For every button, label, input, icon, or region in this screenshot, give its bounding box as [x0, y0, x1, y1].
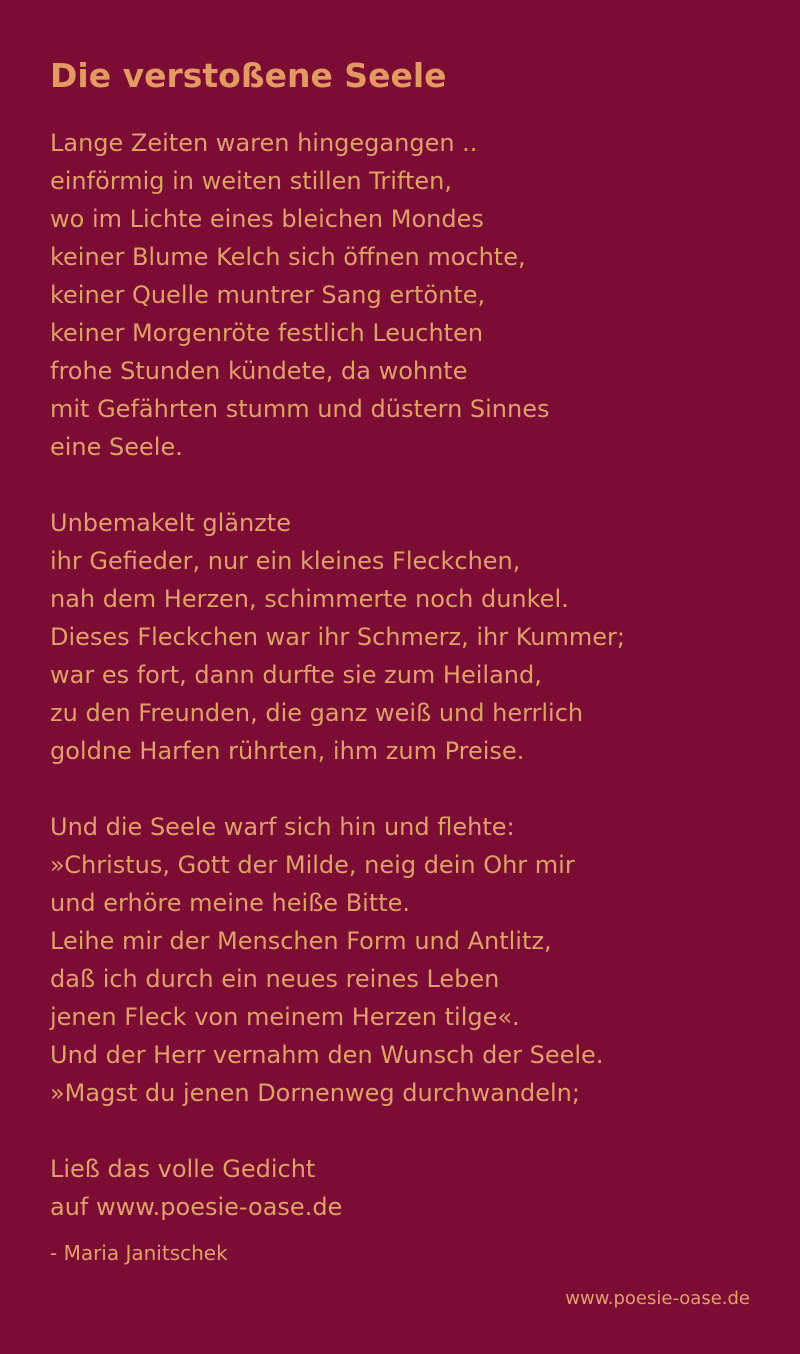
poem-line: jenen Fleck von meinem Herzen tilge«.	[50, 1003, 520, 1031]
poem-line: einförmig in weiten stillen Triften,	[50, 167, 452, 195]
poem-line: Lange Zeiten waren hingegangen ..	[50, 129, 478, 157]
stanza	[50, 808, 750, 1112]
poem-line: nah dem Herzen, schimmerte noch dunkel.	[50, 585, 569, 613]
poem-line: keiner Blume Kelch sich öffnen mochte,	[50, 243, 526, 271]
poem-line: »Magst du jenen Dornenweg durchwandeln;	[50, 1079, 580, 1107]
poem-line: Und die Seele warf sich hin und flehte:	[50, 813, 515, 841]
stanza	[50, 504, 750, 770]
poem-line: Unbemakelt glänzte	[50, 509, 291, 537]
poem-line: frohe Stunden kündete, da wohnte	[50, 357, 468, 385]
stanza	[50, 124, 750, 466]
poem-line: goldne Harfen rührten, ihm zum Preise.	[50, 737, 525, 765]
footer-website-link[interactable]: www.poesie-oase.de	[565, 1288, 750, 1309]
poem-line: ihr Gefieder, nur ein kleines Fleckchen,	[50, 547, 521, 575]
read-more-line: Ließ das volle Gedicht	[50, 1155, 316, 1183]
poem-line: wo im Lichte eines bleichen Mondes	[50, 205, 484, 233]
poem-line: Leihe mir der Menschen Form und Antlitz,	[50, 927, 552, 955]
stanza	[50, 1150, 750, 1226]
poem-line: keiner Morgenröte festlich Leuchten	[50, 319, 484, 347]
poem-line: daß ich durch ein neues reines Leben	[50, 965, 500, 993]
poem-title: Die verstoßene Seele	[50, 56, 447, 95]
read-more-url-line: auf www.poesie-oase.de	[50, 1193, 343, 1221]
poem-line: »Christus, Gott der Milde, neig dein Ohr mir	[50, 851, 575, 879]
poem-line: Dieses Fleckchen war ihr Schmerz, ihr Kummer;	[50, 623, 625, 651]
poem-line: eine Seele.	[50, 433, 183, 461]
poem-line: und erhöre meine heiße Bitte.	[50, 889, 411, 917]
poem-line: Und der Herr vernahm den Wunsch der Seele.	[50, 1041, 604, 1069]
poem-author: - Maria Janitschek	[50, 1241, 228, 1265]
poem-line: keiner Quelle muntrer Sang ertönte,	[50, 281, 486, 309]
poem-line: zu den Freunden, die ganz weiß und herrlich	[50, 699, 584, 727]
poem-line: mit Gefährten stumm und düstern Sinnes	[50, 395, 550, 423]
poem-body	[50, 124, 750, 1264]
poem-line: war es fort, dann durfte sie zum Heiland,	[50, 661, 542, 689]
